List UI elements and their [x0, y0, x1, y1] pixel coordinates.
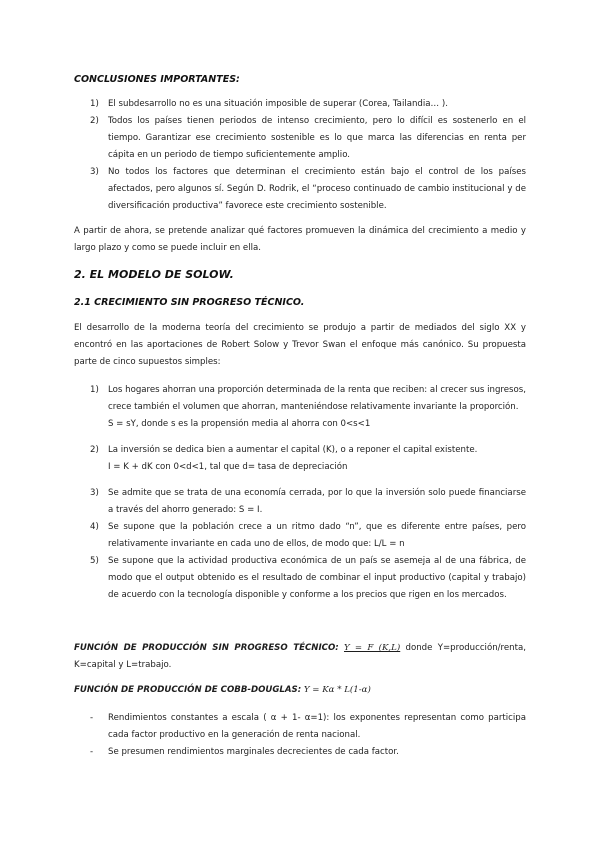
- conclusiones-heading: CONCLUSIONES IMPORTANTES:: [74, 74, 240, 85]
- list-item: [74, 96, 526, 113]
- list-number: 1): [90, 385, 99, 395]
- list-item: [74, 382, 526, 433]
- list-number: 5): [90, 556, 99, 566]
- section-heading: 2. EL MODELO DE SOLOW.: [74, 268, 234, 281]
- funcion-produccion-rest: donde Y=producción/renta, K=capital y L=trabajo.: [74, 643, 526, 670]
- list-number: 1): [90, 99, 99, 109]
- list-text: Los hogares ahorran una proporción determinada de la renta que reciben: al crecer sus ingresos, crece también el volumen que ahorran, manteniéndose relativamente invariante la proporción.: [108, 385, 526, 412]
- cobb-douglas-colon: :: [297, 685, 302, 695]
- list-formula: S = sY, donde s es la propensión media al ahorra con 0<s<1: [108, 419, 371, 429]
- list-text: Se supone que la actividad productiva económica de un país se asemeja al de una fábrica, de modo que el output obtenido es el resultado de combinar el input productivo (capital y trabajo) de acuerdo con la tecnología disponible y conforme a los precios que rigen en los mercados.: [108, 556, 526, 600]
- list-text: Se presumen rendimientos marginales decrecientes de cada factor.: [108, 747, 399, 757]
- list-number: 3): [90, 488, 99, 498]
- list-number: 2): [90, 445, 99, 455]
- list-text: No todos los factores que determinan el crecimiento están bajo el control de los países afectados, pero algunos sí. Según D. Rodrik, el “proceso continuado de cambio institucional y de diversificación productiva” favorece este crecimiento sostenible.: [108, 167, 526, 211]
- list-formula: I = K + dK con 0<d<1, tal que d= tasa de depreciación: [108, 462, 348, 472]
- list-number: 3): [90, 167, 99, 177]
- list-item: [74, 113, 526, 164]
- list-item: [74, 519, 526, 553]
- list-text: Rendimientos constantes a escala ( α + 1- α=1): los exponentes representan como participa cada factor productivo en la generación de renta nacional.: [108, 713, 526, 740]
- list-item: [74, 710, 526, 744]
- list-number: 4): [90, 522, 99, 532]
- funcion-produccion-formula: Y = F (K,L): [343, 643, 401, 653]
- cobb-douglas-formula: Y = Kα * L(1-α): [303, 685, 371, 695]
- intro-paragraph: El desarrollo de la moderna teoría del crecimiento se produjo a partir de mediados del siglo XX y encontró en las aportaciones de Robert Solow y Trevor Swan el enfoque más canónico. Su propuesta parte de cinco supuestos simples:: [74, 323, 526, 367]
- supuestos-list: [74, 382, 526, 604]
- conclusiones-closing: A partir de ahora, se pretende analizar qué factores promueven la dinámica del crecimiento a medio y largo plazo y como se puede incluir en ella.: [74, 226, 526, 253]
- list-item: [74, 164, 526, 215]
- list-number: 2): [90, 116, 99, 126]
- list-text: Se admite que se trata de una economía cerrada, por lo que la inversión solo puede financiarse a través del ahorro generado: S = I.: [108, 488, 526, 515]
- cobb-douglas-label: FUNCIÓN DE PRODUCCIÓN DE COBB-DOUGLAS: [74, 685, 298, 695]
- bullet-dash: -: [90, 713, 94, 723]
- funcion-produccion-label: FUNCIÓN DE PRODUCCIÓN SIN PROGRESO TÉCNICO: [74, 643, 336, 653]
- funcion-produccion-colon: :: [335, 643, 339, 653]
- bullet-dash: -: [90, 747, 94, 757]
- list-item: [74, 442, 526, 476]
- conclusiones-list: [74, 96, 526, 215]
- list-text: La inversión se dedica bien a aumentar el capital (K), o a reponer el capital existente.: [108, 445, 478, 455]
- list-item: [74, 744, 526, 761]
- list-text: El subdesarrollo no es una situación imposible de superar (Corea, Tailandia… ).: [108, 99, 448, 109]
- cobb-douglas-bullets: [74, 710, 526, 761]
- list-item: [74, 485, 526, 519]
- subsection-heading: 2.1 CRECIMIENTO SIN PROGRESO TÉCNICO.: [74, 297, 305, 308]
- list-item: [74, 553, 526, 604]
- cobb-douglas-paragraph: [74, 682, 526, 699]
- funcion-produccion-paragraph: [74, 640, 526, 674]
- list-text: Todos los países tienen periodos de intenso crecimiento, pero lo difícil es sostenerlo en el tiempo. Garantizar ese crecimiento sostenible es lo que marca las diferencias en renta per cápita en un periodo de tiempo suficientemente amplio.: [108, 116, 526, 160]
- list-text: Se supone que la población crece a un ritmo dado “n”, que es diferente entre países, pero relativamente invariante en cada uno de ellos, de modo que: L/L = n: [108, 522, 526, 549]
